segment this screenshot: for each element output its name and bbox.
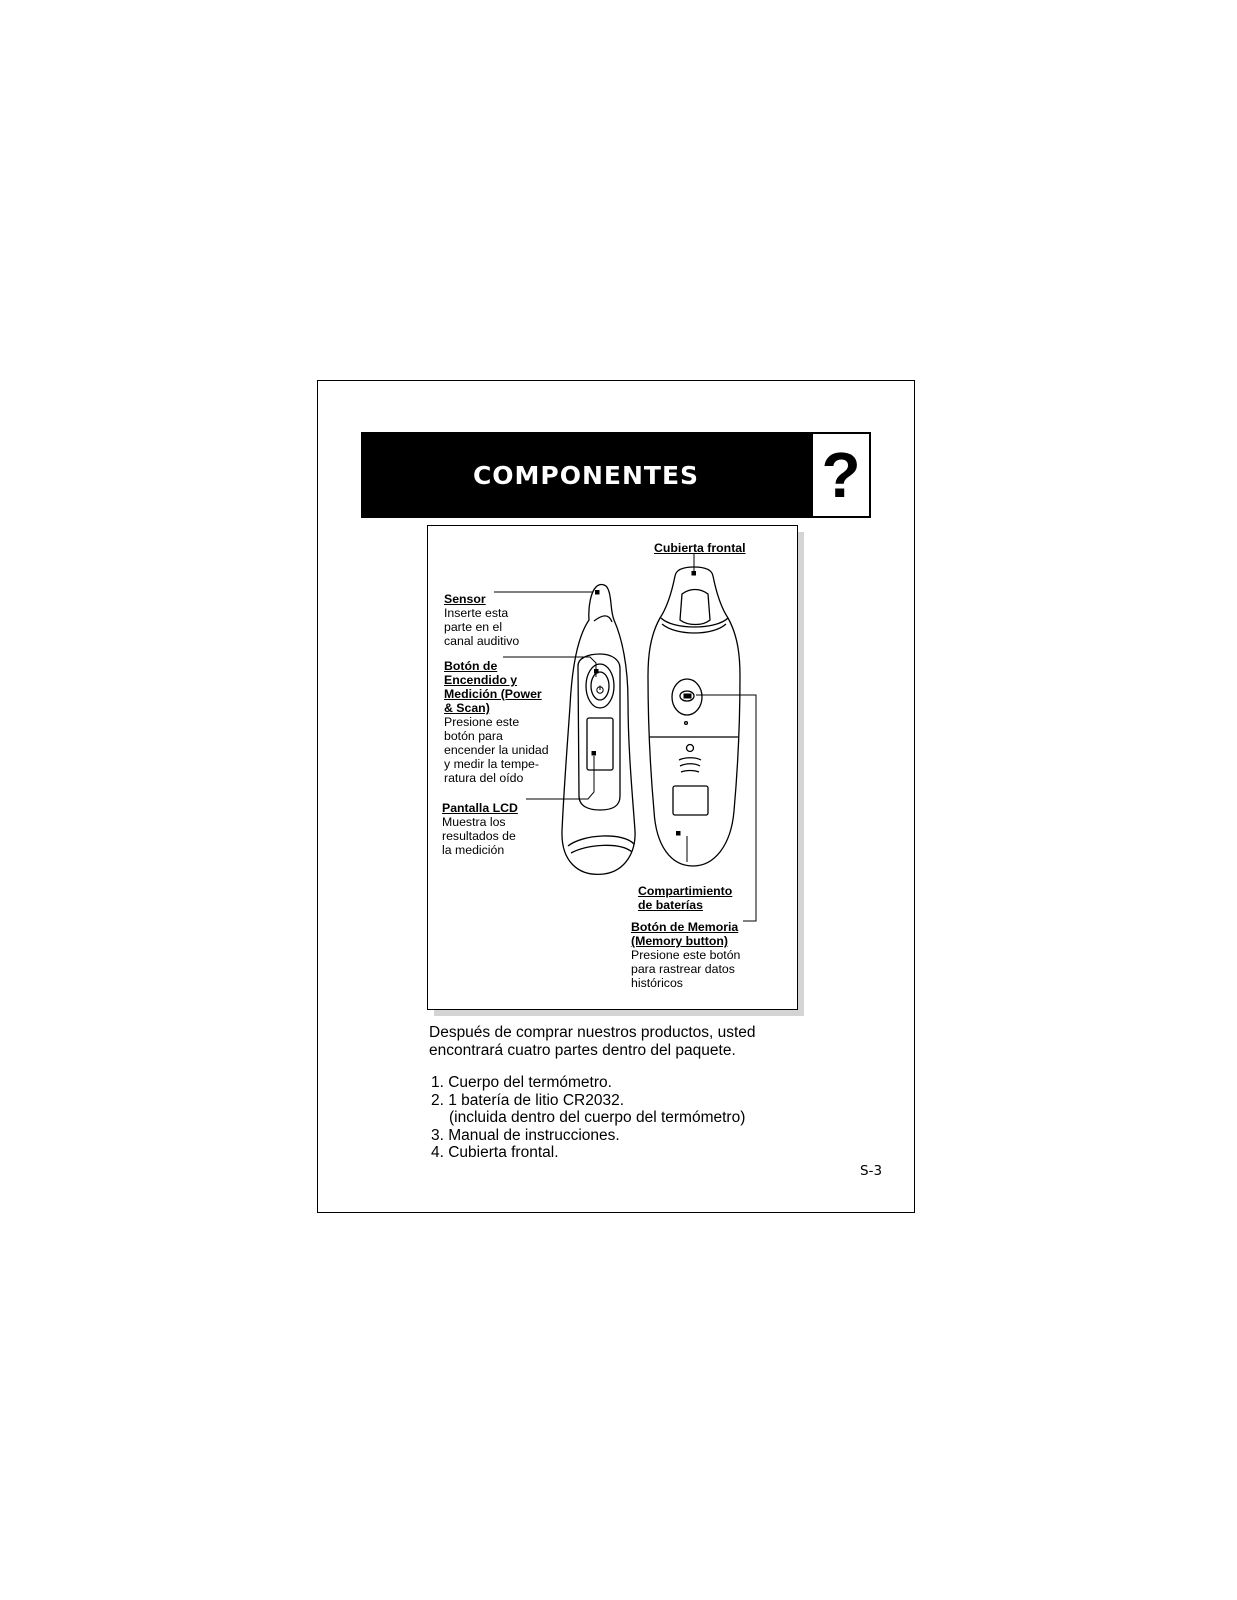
label-front-cover: Cubierta frontal <box>654 541 746 555</box>
label-battery-compartment: Compartimiento de baterías <box>638 884 733 912</box>
question-mark: ? <box>821 439 861 511</box>
memory-icon <box>684 694 692 699</box>
thermometer-front-view <box>648 567 740 866</box>
package-contents-list <box>431 1074 851 1162</box>
label-memory-button: Botón de Memoria (Memory button) Presione este botón para rastrear datos históricos <box>631 920 741 990</box>
list-item: 2. 1 batería de litio CR2032. <box>431 1091 625 1109</box>
power-icon <box>597 686 603 694</box>
intro-line: encontrará cuatro partes dentro del paquete. <box>429 1042 736 1059</box>
help-icon <box>811 432 871 518</box>
label-sensor: Sensor Inserte esta parte en el canal auditivo <box>444 592 520 648</box>
list-item: 1. Cuerpo del termómetro. <box>431 1074 612 1091</box>
list-item: 3. Manual de instrucciones. <box>431 1126 620 1144</box>
label-power-scan: Botón de Encendido y Medición (Power & Scan) Presione este botón para encender la unidad y medir la tempe- ratura del oído <box>444 659 549 785</box>
section-header <box>361 432 811 518</box>
list-item-note: (incluida dentro del cuerpo del termómetro) <box>449 1109 746 1126</box>
intro-paragraph <box>429 1024 849 1060</box>
label-lcd: Pantalla LCD Muestra los resultados de la medición <box>442 801 518 857</box>
list-item: 4. Cubierta frontal. <box>431 1144 559 1161</box>
thermometer-side-view <box>562 585 635 875</box>
page-number: S-3 <box>860 1163 883 1179</box>
section-title: COMPONENTES <box>472 460 700 490</box>
intro-line: Después de comprar nuestros productos, usted <box>429 1024 756 1041</box>
components-figure <box>427 525 798 1010</box>
